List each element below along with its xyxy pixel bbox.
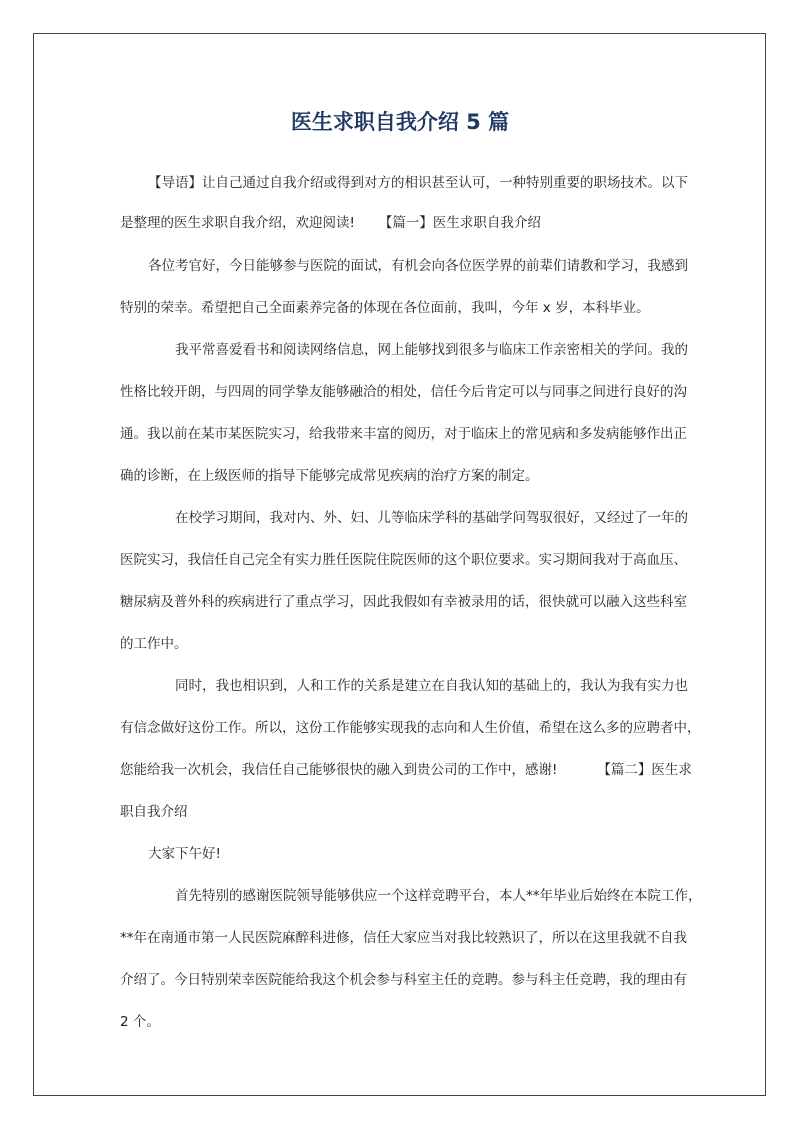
- text-line: 职自我介绍: [120, 804, 188, 820]
- paragraph-line: [120, 466, 690, 486]
- paragraph-line: [120, 298, 690, 318]
- text-line: 确的诊断，在上级医师的指导下能够完成常见疾病的治疗方案的制定。: [120, 468, 539, 484]
- paragraph-line: [120, 802, 690, 822]
- text-line: 特别的荣幸。希望把自己全面素养完备的体现在各位面前，我叫，今年 x 岁，本科毕业。: [120, 300, 650, 316]
- paragraph-line: [120, 928, 690, 948]
- paragraph-line: [175, 676, 690, 696]
- text-line: 您能给我一次机会，我信任自己能够很快的融入到贵公司的工作中，感谢!: [120, 762, 558, 778]
- paragraph-line: [120, 1012, 690, 1032]
- paragraph-line: [148, 844, 690, 864]
- text-line: 【导语】让自己通过自我介绍或得到对方的相识甚至认可，一种特别重要的职场技术。以下: [148, 175, 688, 191]
- text-line: 性格比较开朗，与四周的同学挚友能够融洽的相处，信任今后肯定可以与同事之间进行良好的沟: [120, 384, 687, 400]
- paragraph-line: [120, 718, 701, 738]
- text-line: 同时，我也相识到，人和工作的关系是建立在自我认知的基础上的，我认为我有实力也: [175, 678, 688, 694]
- text-line: 的工作中。: [120, 636, 188, 652]
- paragraph-line: [120, 592, 690, 612]
- text-line: 有信念做好这份工作。所以，这份工作能够实现我的志向和人生价值，希望在这么多的应聘者中，: [120, 720, 701, 736]
- text-line: 我平常喜爱看书和阅读网络信息，网上能够找到很多与临床工作亲密相关的学问。我的: [175, 342, 688, 358]
- text-line: **年在南通市第一人民医院麻醉科进修，信任大家应当对我比较熟识了，所以在这里我就不自我: [120, 930, 687, 946]
- paragraph-line: [120, 550, 690, 570]
- paragraph-line: [120, 424, 690, 444]
- greeting-line: 大家下午好!: [148, 846, 221, 862]
- text-line: 2 个。: [120, 1014, 160, 1030]
- text-line: 在校学习期间，我对内、外、妇、儿等临床学科的基础学问驾驭很好，又经过了一年的: [175, 510, 688, 526]
- document-title: 医生求职自我介绍 5 篇: [290, 110, 510, 134]
- section-heading: 【篇一】医生求职自我介绍: [378, 215, 541, 231]
- paragraph-line: [175, 886, 702, 906]
- text-line: 介绍了。今日特别荣幸医院能给我这个机会参与科室主任的竞聘。参与科主任竞聘，我的理由有: [120, 972, 687, 988]
- text-line: 是整理的医生求职自我介绍，欢迎阅读!: [120, 215, 355, 231]
- paragraph-line: [175, 340, 690, 360]
- text-line: 医院实习，我信任自己完全有实力胜任医院住院医师的这个职位要求。实习期间我对于高血压、: [120, 552, 687, 568]
- paragraph-line: [120, 634, 690, 654]
- paragraph-line: [120, 382, 690, 402]
- paragraph-line: [175, 508, 690, 528]
- paragraph-line: [120, 760, 690, 780]
- section-heading: 【篇二】医生求: [597, 762, 692, 778]
- paragraph-line: [148, 256, 690, 276]
- text-line: 糖尿病及普外科的疾病进行了重点学习，因此我假如有幸被录用的话，很快就可以融入这些科室: [120, 594, 687, 610]
- text-line: 首先特别的感谢医院领导能够供应一个这样竞聘平台，本人**年毕业后始终在本院工作，: [175, 888, 702, 904]
- paragraph-line: [148, 173, 690, 193]
- text-line: 各位考官好，今日能够参与医院的面试，有机会向各位医学界的前辈们请教和学习，我感到: [148, 258, 688, 274]
- paragraph-line: [120, 970, 690, 990]
- paragraph-line: [120, 213, 690, 233]
- text-line: 通。我以前在某市某医院实习，给我带来丰富的阅历，对于临床上的常见病和多发病能够作出正: [120, 426, 687, 442]
